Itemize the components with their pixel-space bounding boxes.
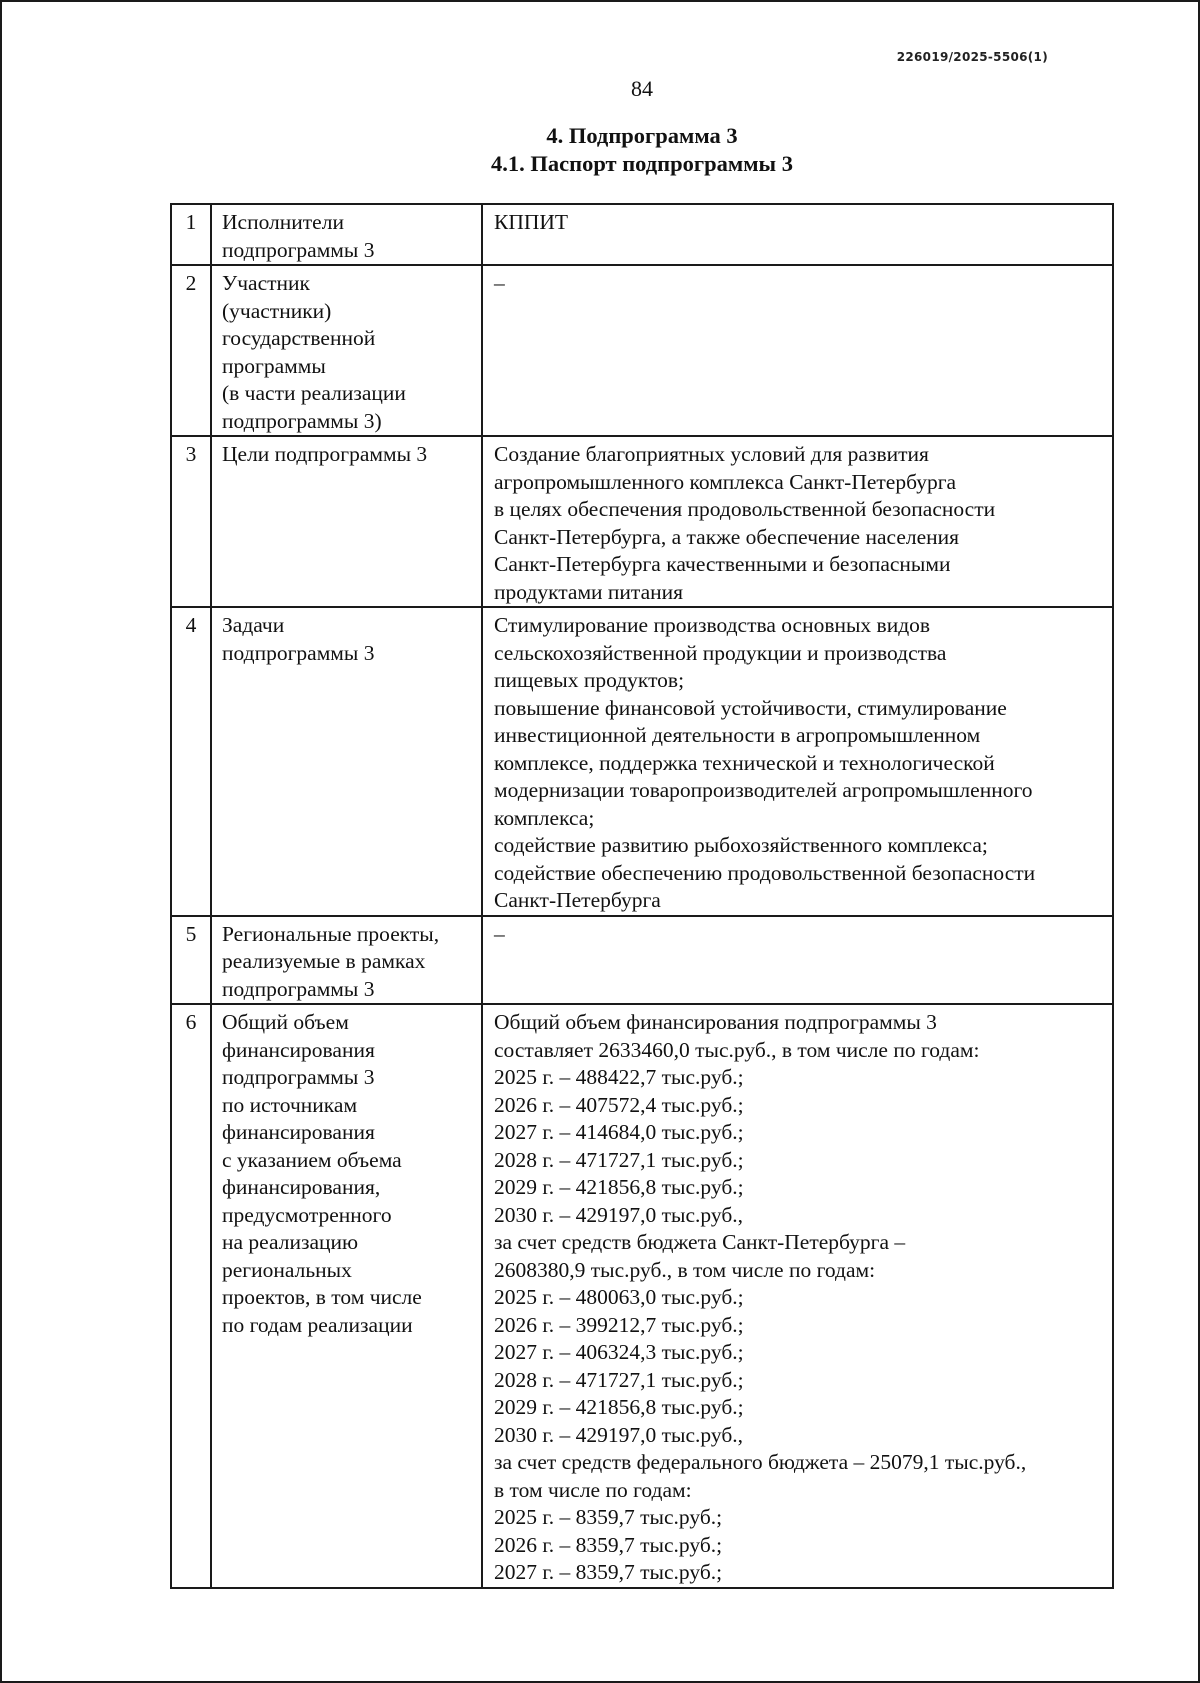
document-registration-number: 226019/2025-5506(1) [896, 50, 1048, 64]
row-label [211, 1004, 482, 1588]
value-line: 2026 г. – 407572,4 тыс.руб.; [494, 1092, 744, 1117]
value-line: за счет средств федерального бюджета – 25079,1 тыс.руб., [494, 1450, 1027, 1474]
table-row [171, 265, 1113, 436]
label-line: программы [222, 353, 326, 378]
row-number: 3 [171, 436, 211, 607]
label-line: (в части реализации [222, 381, 406, 405]
value-line: за счет средств бюджета Санкт-Петербурга – [494, 1230, 906, 1254]
row-value [482, 1004, 1113, 1588]
value-line: 2025 г. – 8359,7 тыс.руб.; [494, 1505, 723, 1529]
value-line: 2025 г. – 488422,7 тыс.руб.; [494, 1065, 744, 1089]
label-line: предусмотренного [222, 1202, 392, 1227]
value-line: 2026 г. – 8359,7 тыс.руб.; [494, 1532, 723, 1557]
row-label [211, 607, 482, 916]
value-line: 2030 г. – 429197,0 тыс.руб., [494, 1422, 744, 1447]
value-line: Создание благоприятных условий для развития [494, 442, 929, 466]
section-subtitle: 4.1. Паспорт подпрограммы 3 [491, 151, 793, 176]
section-titles [0, 122, 1200, 178]
label-line: на реализацию [222, 1230, 359, 1254]
value-line: 2027 г. – 414684,0 тыс.руб.; [494, 1120, 744, 1144]
label-line: реализуемые в рамках [222, 949, 426, 973]
passport-table-body [171, 204, 1113, 1588]
table-row [171, 607, 1113, 916]
value-line: Стимулирование производства основных видов [494, 613, 931, 637]
label-line: с указанием объема [222, 1147, 402, 1172]
value-line: 2028 г. – 471727,1 тыс.руб.; [494, 1367, 744, 1392]
value-line: Санкт-Петербурга [494, 888, 661, 912]
value-line: 2029 г. – 421856,8 тыс.руб.; [494, 1395, 744, 1419]
label-line: подпрограммы 3 [222, 640, 375, 665]
label-line: по источникам [222, 1092, 358, 1117]
passport-table [170, 203, 1114, 1589]
value-line: в целях обеспечения продовольственной безопасности [494, 497, 996, 521]
row-number: 5 [171, 916, 211, 1005]
value-line: повышение финансовой устойчивости, стимулирование [494, 695, 1007, 720]
value-line: агропромышленного комплекса Санкт-Петербурга [494, 469, 957, 494]
value-line: Санкт-Петербурга, а также обеспечение населения [494, 524, 960, 549]
table-row [171, 916, 1113, 1005]
row-number: 6 [171, 1004, 211, 1588]
label-line: Задачи [222, 613, 285, 637]
page-number: 84 [631, 76, 653, 101]
value-line: содействие развитию рыбохозяйственного комплекса; [494, 833, 988, 857]
row-label [211, 436, 482, 607]
label-line: подпрограммы 3) [222, 408, 382, 433]
value-line: КППИТ [494, 210, 569, 234]
value-line: Общий объем финансирования подпрограммы 3 [494, 1010, 937, 1034]
value-line: составляет 2633460,0 тыс.руб., в том числе по годам: [494, 1037, 980, 1062]
label-line: подпрограммы 3 [222, 976, 375, 1001]
label-line: финансирования [222, 1120, 375, 1144]
label-line: финансирования [222, 1037, 375, 1062]
row-value [482, 607, 1113, 916]
label-line: Цели подпрограммы 3 [222, 442, 428, 466]
value-line: 2027 г. – 406324,3 тыс.руб.; [494, 1340, 744, 1364]
value-line: 2025 г. – 480063,0 тыс.руб.; [494, 1285, 744, 1309]
section-title: 4. Подпрограмма 3 [546, 123, 738, 148]
label-line: Исполнители [222, 210, 344, 234]
value-line: комплекса; [494, 805, 595, 830]
value-line: продуктами питания [494, 579, 684, 604]
label-line: проектов, в том числе [222, 1285, 422, 1309]
value-line: комплексе, поддержка технической и технологической [494, 750, 995, 775]
label-line: Региональные проекты, [222, 921, 440, 946]
row-number: 1 [171, 204, 211, 265]
value-line: 2026 г. – 399212,7 тыс.руб.; [494, 1312, 744, 1337]
label-line: Общий объем [222, 1010, 349, 1034]
value-line: 2028 г. – 471727,1 тыс.руб.; [494, 1147, 744, 1172]
row-number: 4 [171, 607, 211, 916]
label-line: по годам реализации [222, 1312, 413, 1337]
value-line: 2608380,9 тыс.руб., в том числе по годам: [494, 1257, 876, 1282]
value-line: модернизации товаропроизводителей агропромышленного [494, 778, 1033, 802]
label-line: финансирования, [222, 1175, 381, 1199]
row-value [482, 916, 1113, 1005]
label-line: Участник [222, 271, 310, 295]
value-line: 2030 г. – 429197,0 тыс.руб., [494, 1202, 744, 1227]
row-value [482, 265, 1113, 436]
value-line: – [494, 271, 505, 295]
table-row [171, 1004, 1113, 1588]
row-number: 2 [171, 265, 211, 436]
row-value [482, 436, 1113, 607]
value-line: 2029 г. – 421856,8 тыс.руб.; [494, 1175, 744, 1199]
row-label [211, 204, 482, 265]
value-line: в том числе по годам: [494, 1477, 692, 1502]
value-line: 2027 г. – 8359,7 тыс.руб.; [494, 1560, 723, 1584]
value-line: Санкт-Петербурга качественными и безопасными [494, 552, 951, 576]
label-line: государственной [222, 326, 376, 350]
row-value [482, 204, 1113, 265]
table-row [171, 204, 1113, 265]
value-line: содействие обеспечению продовольственной безопасности [494, 860, 1036, 885]
label-line: подпрограммы 3 [222, 1065, 375, 1089]
label-line: региональных [222, 1257, 352, 1282]
label-line: подпрограммы 3 [222, 237, 375, 262]
label-line: (участники) [222, 298, 332, 323]
value-line: инвестиционной деятельности в агропромышленном [494, 723, 981, 747]
value-line: сельскохозяйственной продукции и производства [494, 640, 947, 665]
value-line: пищевых продуктов; [494, 668, 685, 692]
value-line: – [494, 921, 505, 946]
table-row [171, 436, 1113, 607]
row-label [211, 265, 482, 436]
row-label [211, 916, 482, 1005]
